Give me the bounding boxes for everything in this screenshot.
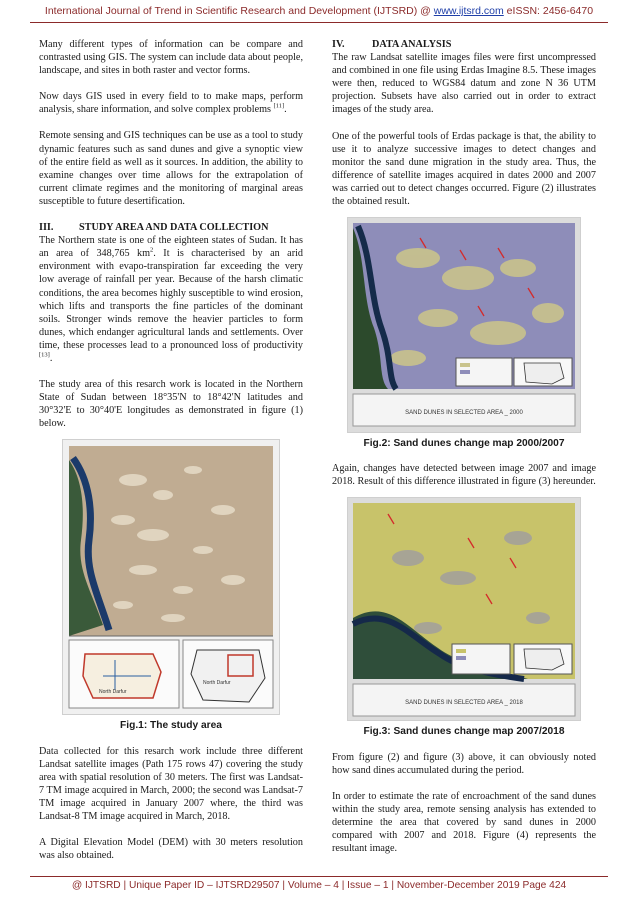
- paragraph: The Northern state is one of the eighteen states of Sudan. It has an area of 348,765 $km^2$. It is characterised by an arid environment with evapo-transpiration far exceeding the very low average of rainfall per year. Because of the harsh climatic conditions, the area becomes highly susceptible to wind erosion, which lifts and transports the fine particles of the dominant soils. Stronger winds remove the heavier particles to form dunes, which endanger agricultural lands and settlements. Over time, these processes lead to a pronounced loss of productivity [13].: [39, 235, 304, 364]
- paragraph: Many different types of information can be compare and contrasted using GIS. The system can include data about people, landscape, and sites in both raster and vector forms.: [39, 39, 303, 77]
- paragraph: A Digital Elevation Model (DEM) with 30 meters resolution was also obtained.: [39, 837, 303, 862]
- journal-eissn: eISSN: 2456-6470: [503, 5, 594, 17]
- paragraph: In order to estimate the rate of encroachment of the sand dunes within the study area, remote sensing analysis has extended to determine the area that covered by sand dunes in 2000 compared with 2007 and 2018. Figure (4) represents the resultant image.: [332, 790, 596, 855]
- left-column: [39, 38, 303, 875]
- change-map-2000-2007-image: [348, 218, 580, 432]
- paragraph: Remote sensing and GIS techniques can be use as a tool to study dynamic features such as sand dunes and give a synoptic view of the entire field as well as it sources. In addition, the ability to examine changes over time allows for the extrapolation of current climate regimes and the monitoring of marginal areas susceptible to future desertification.: [39, 130, 303, 207]
- figure-caption: Fig.1: The study area: [120, 720, 222, 732]
- figure-change-map-2007-2018: [347, 497, 581, 721]
- map-label: North Darfur: [99, 689, 127, 696]
- journal-name: International Journal of Trend in Scientific Research and Development (IJTSRD) @: [44, 5, 434, 17]
- paragraph: The raw Landsat satellite images files were first uncompressed and combined in one file using Erdas Imagine 8.5. These images were then, reduced to WGS84 datum and zone N 36 UTM projection. Subsets have also carried out in order to extract images of the study area.: [332, 52, 596, 116]
- paragraph: One of the powerful tools of Erdas package is that, the ability to use it to analyze successive images to detect changes and monitor the sand dune migration in the study area. Thus, the difference of satellite images acquired in dates 2000 and 2007 was carried out to detect changes occurred. Figure (2) illustrates the obtained result.: [332, 130, 596, 208]
- section-heading: III. STUDY AREA AND DATA COLLECTION: [39, 222, 269, 234]
- footer-rule: [30, 876, 608, 877]
- change-map-2007-2018-image: [348, 498, 580, 720]
- paragraph: From figure (2) and figure (3) above, it can obviously noted how sand dines accumulated during the period.: [332, 751, 596, 776]
- page-footer: @ IJTSRD | Unique Paper ID – IJTSRD29507 | Volume – 4 | Issue – 1 | November-December 2019 Page 424: [71, 880, 567, 891]
- header-rule: [30, 22, 608, 23]
- figure-caption: Fig.2: Sand dunes change map 2000/2007: [363, 438, 565, 450]
- section-heading: IV. DATA ANALYSIS: [332, 39, 452, 50]
- study-area-map-image: [63, 440, 279, 714]
- figure-study-area: [62, 439, 280, 715]
- citation: [11]: [273, 102, 285, 110]
- paragraph: Now days GIS used in every field to to make maps, perform analysis, share information, and solve complex problems [11].: [39, 91, 303, 116]
- paragraph: The study area of this resarch work is located in the Northern State of Sudan between 18°35'N to 18°42'N latitudes and 30°32'E to 30°40'E longitudes as demonstrated in figure (1) below.: [39, 379, 303, 430]
- figure-caption: Fig.3: Sand dunes change map 2007/2018: [363, 726, 565, 738]
- right-column: [332, 38, 596, 868]
- journal-header: [0, 5, 638, 17]
- paragraph: Again, changes have detected between image 2007 and image 2018. Result of this difference illustrated in figure (3) hereunder.: [332, 463, 596, 488]
- paragraph: Data collected for this resarch work include three different Landsat satellite images (Path 175 rows 47) covering the study area with spatial resolution of 30 meters. The first was Landsat-7 TM image acquired in March, 2000; the second was Landsat-7 TM image acquired in January 2007 where, the third was Landsat-8 TM image acquired in March, 2018.: [39, 745, 303, 822]
- citation: [13]: [39, 351, 50, 359]
- figure-change-map-2000-2007: [347, 217, 581, 433]
- map-title: SAND DUNES IN SELECTED AREA _ 2000: [405, 410, 523, 417]
- map-label: North Darfur: [203, 680, 231, 687]
- map-title: SAND DUNES IN SELECTED AREA _ 2018: [405, 700, 523, 707]
- journal-website-link[interactable]: www.ijtsrd.com: [433, 5, 504, 17]
